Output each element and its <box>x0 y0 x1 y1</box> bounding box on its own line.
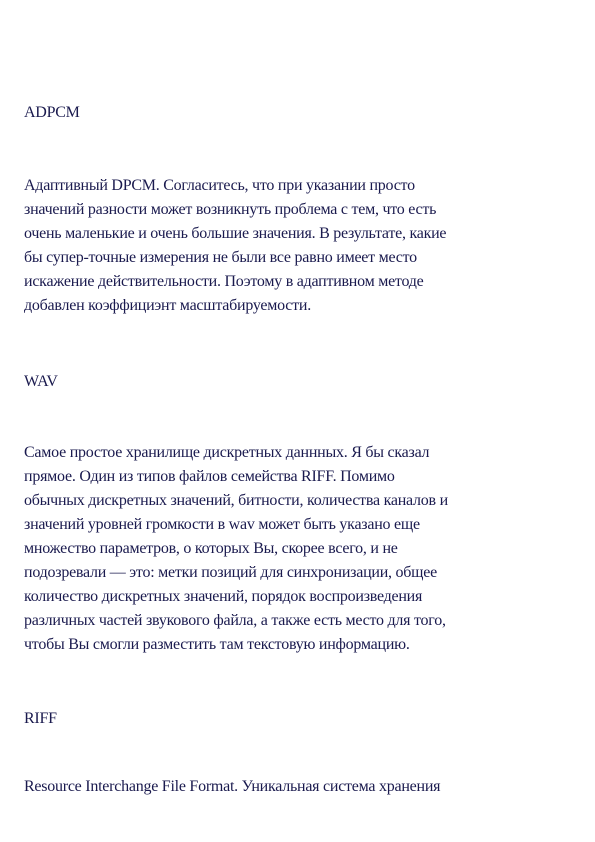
section-heading-wav: WAV <box>24 373 58 390</box>
paragraph-line: количество дискретных значений, порядок воспроизведения <box>24 588 423 605</box>
section-heading-riff: RIFF <box>24 710 57 727</box>
paragraph-line: прямое. Один из типов файлов семейства RIFF. Помимо <box>24 468 395 485</box>
paragraph-line: Адаптивный DPCM. Согласитесь, что при указании просто <box>24 177 415 194</box>
paragraph-line: Самое простое хранилище дискретных даннных. Я бы сказал <box>24 444 430 461</box>
paragraph-line: множество параметров, о которых Вы, скорее всего, и не <box>24 540 398 557</box>
section-paragraph-adpcm <box>24 174 574 318</box>
paragraph-line: Resource Interchange File Format. Уникальная система хранения <box>24 778 441 795</box>
paragraph-line: добавлен коэффициэнт масштабируемости. <box>24 297 311 314</box>
paragraph-line: значений уровней громкости в wav может быть указано еще <box>24 516 420 533</box>
paragraph-line: подозревали — это: метки позиций для синхронизации, общее <box>24 564 437 581</box>
paragraph-line: обычных дискретных значений, битности, количества каналов и <box>24 492 448 509</box>
section-heading-adpcm: ADPCM <box>24 104 80 121</box>
paragraph-line: бы супер-точные измерения не были все равно имеет место <box>24 249 417 266</box>
paragraph-line: значений разности может возникнуть проблема с тем, что есть <box>24 201 437 218</box>
paragraph-line: искажение действительности. Поэтому в адаптивном методе <box>24 273 424 290</box>
paragraph-line: чтобы Вы смогли разместить там текстовую информацию. <box>24 636 410 653</box>
paragraph-line: различных частей звукового файла, а также есть место для того, <box>24 612 446 629</box>
paragraph-line: очень маленькие и очень большие значения. В результате, какие <box>24 225 447 242</box>
section-paragraph-riff <box>24 775 574 799</box>
section-paragraph-wav <box>24 441 574 657</box>
